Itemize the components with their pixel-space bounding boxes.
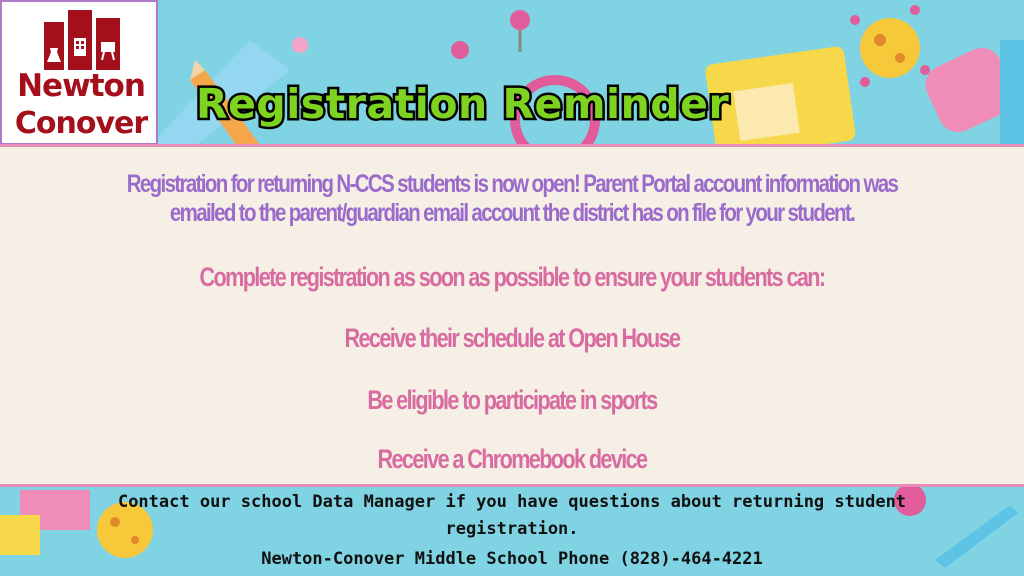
contact-line1: Contact our school Data Manager if you have questions about returning student: [117, 492, 907, 512]
list-item: Receive their schedule at Open House: [344, 323, 680, 353]
phone-line: Newton-Conover Middle School Phone (828)-464-4221: [261, 549, 763, 569]
list-item: Be eligible to participate in sports: [367, 385, 657, 415]
intro-text: Registration for returning N-CCS students is now open! Parent Portal account information was emailed to the parent/guardian email account the district has on file for your student.: [126, 170, 898, 227]
logo-line2: Conover: [14, 106, 148, 141]
logo-line1: Newton: [17, 68, 145, 104]
complete-text: Complete registration as soon as possible to ensure your students can:: [199, 262, 825, 292]
district-logo: [0, 0, 158, 145]
buildings-icon: [32, 8, 132, 70]
contact-line2: registration.: [445, 519, 579, 539]
page-title: Registration Reminder: [196, 80, 730, 128]
list-item: Receive a Chromebook device: [377, 444, 647, 474]
